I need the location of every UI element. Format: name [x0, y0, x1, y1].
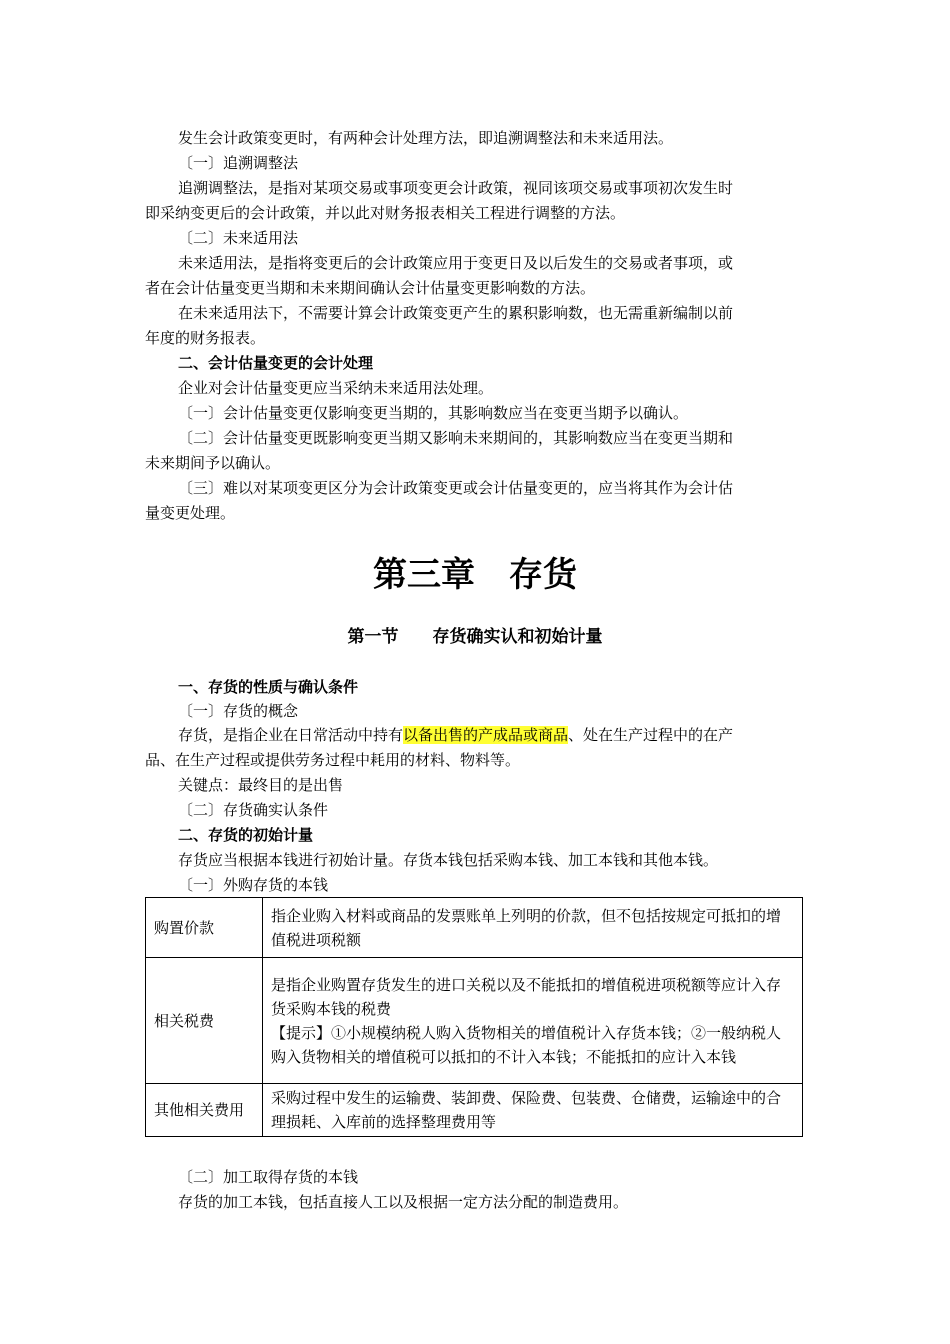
text-run: 存货，是指企业在日常活动中持有 [178, 726, 404, 744]
paragraph: 即采纳变更后的会计政策，并以此对财务报表相关工程进行调整的方法。 [145, 204, 626, 222]
paragraph: 追溯调整法，是指对某项交易或事项变更会计政策，视同该项交易或事项初次发生时 [178, 179, 734, 197]
section-heading: 二、存货的初始计量 [178, 826, 314, 844]
table-cell-value [263, 958, 803, 1084]
table-cell-key: 其他相关费用 [146, 1084, 263, 1137]
purchase-cost-table [145, 897, 803, 1137]
paragraph: 未来适用法，是指将变更后的会计政策应用于变更日及以后发生的交易或者事项，或 [178, 254, 734, 272]
table-row [146, 1084, 803, 1137]
paragraph: 关键点：最终目的是出售 [178, 776, 344, 794]
table-cell-key: 相关税费 [146, 958, 263, 1084]
cell-text: 是指企业购置存货发生的进口关税以及不能抵扣的增值税进项税额等应计入存货采购本钱的税费 [271, 975, 782, 1018]
paragraph: 存货的加工本钱，包括直接人工以及根据一定方法分配的制造费用。 [178, 1193, 629, 1211]
paragraph: 〔二〕会计估量变更既影响变更当期又影响未来期间的，其影响数应当在变更当期和 [178, 429, 734, 447]
paragraph: 在未来适用法下，不需要计算会计政策变更产生的累积影响数，也无需重新编制以前 [178, 304, 734, 322]
paragraph: 〔三〕难以对某项变更区分为会计政策变更或会计估量变更的，应当将其作为会计估 [178, 479, 734, 497]
subheading: 〔一〕外购存货的本钱 [178, 876, 329, 894]
subheading: 〔二〕加工取得存货的本钱 [178, 1168, 359, 1186]
paragraph: 未来期间予以确认。 [145, 454, 281, 472]
paragraph: 企业对会计估量变更应当采纳未来适用法处理。 [178, 379, 494, 397]
paragraph: 量变更处理。 [145, 504, 236, 522]
section-title: 第一节 存货确实认和初始计量 [347, 627, 603, 647]
paragraph: 存货应当根据本钱进行初始计量。存货本钱包括采购本钱、加工本钱和其他本钱。 [178, 851, 719, 869]
highlighted-text: 以备出售的产成品或商品 [403, 726, 569, 744]
subheading: 〔一〕存货的概念 [178, 702, 299, 720]
subheading: 〔二〕存货确实认条件 [178, 801, 329, 819]
cell-tip-text: 【提示】①小规模纳税人购入货物相关的增值税计入存货本钱；②一般纳税人购入货物相关的增值税可以抵扣的不计入本钱；不能抵扣的应计入本钱 [271, 1023, 782, 1066]
section-heading: 一、存货的性质与确认条件 [178, 678, 359, 696]
subheading: 〔二〕未来适用法 [178, 229, 299, 247]
section-heading: 二、会计估量变更的会计处理 [178, 354, 374, 372]
table-cell-value: 指企业购入材料或商品的发票账单上列明的价款，但不包括按规定可抵扣的增值税进项税额 [263, 898, 803, 958]
table-row [146, 898, 803, 958]
paragraph: 〔一〕会计估量变更仅影响变更当期的，其影响数应当在变更当期予以确认。 [178, 404, 689, 422]
text-run: 、处在生产过程中的在产 [568, 726, 734, 744]
paragraph: 年度的财务报表。 [145, 329, 266, 347]
table-row [146, 958, 803, 1084]
paragraph: 发生会计政策变更时，有两种会计处理方法，即追溯调整法和未来适用法。 [178, 129, 674, 147]
chapter-title: 第三章 存货 [373, 555, 577, 595]
paragraph: 品、在生产过程或提供劳务过程中耗用的材料、物料等。 [145, 751, 521, 769]
table-cell-key: 购置价款 [146, 898, 263, 958]
paragraph: 者在会计估量变更当期和未来期间确认会计估量变更影响数的方法。 [145, 279, 596, 297]
subheading: 〔一〕追溯调整法 [178, 154, 299, 172]
table-cell-value: 采购过程中发生的运输费、装卸费、保险费、包装费、仓储费，运输途中的合理损耗、入库前的选择整理费用等 [263, 1084, 803, 1137]
paragraph [178, 725, 733, 745]
